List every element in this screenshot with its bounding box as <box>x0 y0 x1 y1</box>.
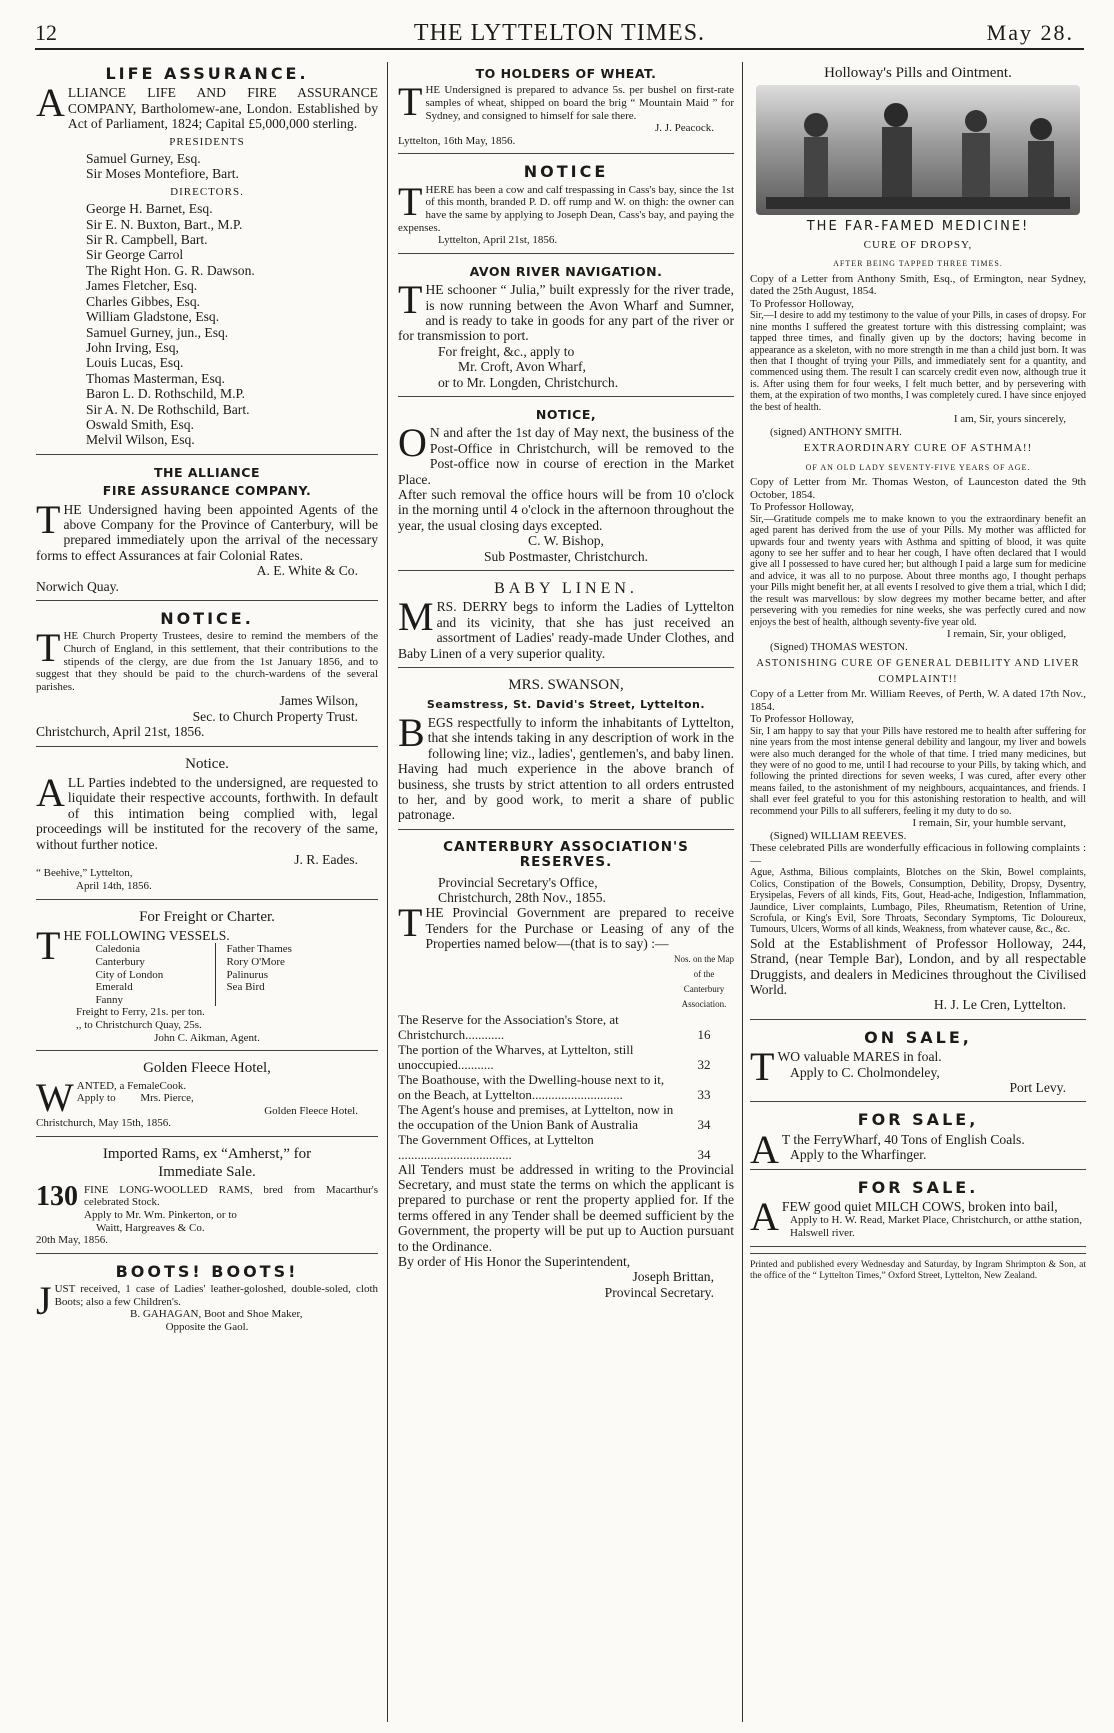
ad-body: 130 FINE LONG-WOOLLED RAMS, bred from Macarthur's celebrated Stock. <box>36 1180 378 1212</box>
drop-cap: T <box>398 900 423 946</box>
ad-church-notice <box>36 607 378 747</box>
presidents-list <box>36 151 378 182</box>
drop-cap: T <box>398 178 423 224</box>
list-item: Fanny <box>95 993 123 1006</box>
ad-body: WANTED, a FemaleCook. <box>36 1074 187 1120</box>
ad-subheading: Seamstress, St. David's Street, Lyttelton. <box>426 697 706 711</box>
list-item: Sir George Carrol <box>86 247 184 263</box>
date: Lyttelton, April 21st, 1856. <box>438 234 558 247</box>
ad-heading: BABY LINEN. <box>494 580 638 598</box>
date: 20th May, 1856. <box>36 1234 109 1247</box>
list-item: Sea Bird <box>226 981 265 994</box>
signature: A. E. White & Co. <box>256 563 358 579</box>
ad-baby-linen <box>398 577 734 668</box>
list-item: Rory O'More <box>226 956 285 969</box>
newspaper-title: THE LYTTELTON TIMES. <box>413 20 706 46</box>
drop-cap: T <box>36 496 61 542</box>
ad-body: TWO valuable MARES in foal. <box>750 1044 942 1090</box>
ad-heading: AVON RIVER NAVIGATION. <box>469 263 663 279</box>
list-item: Louis Lucas, Esq. <box>86 355 184 371</box>
letter-closing: I remain, Sir, your humble servant, <box>912 816 1066 829</box>
ad-golden-fleece <box>36 1057 378 1137</box>
ad-freight <box>36 906 378 1052</box>
holloway-engraving-image <box>756 85 1080 215</box>
section-heading: CURE OF DROPSY, <box>863 238 973 251</box>
ad-holloway <box>750 62 1086 1020</box>
drop-cap: T <box>398 277 423 323</box>
complaints-list: Ague, Asthma, Bilious complaints, Blotches on the Skin, Bowel complaints, Colics, Constipation of the Bowels, Consumption, Debility, Dropsy, Dysentry, Erysipelas, Fevers of all kinds, Fits, Gout, Head-ache, Indigestion, Inflammation, Jaundice, Liver complaints, Lumbago, Piles, Rheumatism, Retention of Urine, Scrofula, or King's Evil, Sore Throats, Secondary Symptoms, Tic Doloureux, Tumours, Ulcers, Worms of all kinds, Weakness, from whatever cause, &c., &c. <box>750 867 1086 936</box>
complaints-intro: These celebrated Pills are wonderfully efficacious in following complaints :— <box>750 842 1086 867</box>
letter-intro: Copy of Letter from Mr. Thomas Weston, of Launceston dated the 9th October, 1854. <box>750 476 1086 501</box>
section-subheading: OF AN OLD LADY SEVENTY-FIVE YEARS OF AGE. <box>805 462 1031 472</box>
signature: James Wilson, <box>279 693 358 709</box>
list-item: Palinurus <box>226 968 268 981</box>
masthead <box>35 20 1084 46</box>
letter-signature: (Signed) THOMAS WESTON. <box>770 640 908 653</box>
apply-line: Waitt, Hargreaves & Co. <box>96 1221 205 1234</box>
ad-body: A T the FerryWharf, 40 Tons of English Coals. <box>750 1126 1025 1172</box>
reserves-table <box>398 952 734 1162</box>
drop-cap: J <box>36 1278 52 1324</box>
column-divider <box>387 62 388 1722</box>
date: April 14th, 1856. <box>76 880 152 893</box>
ad-heading: Holloway's Pills and Ointment. <box>824 65 1012 81</box>
drop-cap: B <box>398 709 425 755</box>
ad-body: ALLIANCE LIFE AND FIRE ASSURANCE COMPANY, Bartholomew-ane, London. Established by Act of Parliament, 1824; Capital £5,000,000 sterling. <box>36 80 378 132</box>
section-heading: EXTRAORDINARY CURE OF ASTHMA!! <box>803 442 1033 455</box>
letter-signature: (signed) ANTHONY SMITH. <box>770 425 902 438</box>
ad-heading: For Freight or Charter. <box>139 908 275 925</box>
ad-heading: MRS. SWANSON, <box>508 677 624 694</box>
letter-signature: (Signed) WILLIAM REEVES. <box>770 829 907 842</box>
directors-heading: DIRECTORS. <box>170 185 244 198</box>
list-item: Samuel Gurney, Esq. <box>86 151 201 167</box>
sold-at: Sold at the Establishment of Professor Holloway, 244, Strand, (near Temple Bar), London, and by all respectable Druggists, and dealers in Medicines throughout the Civilised World. <box>750 935 1086 997</box>
table-cell: 34 <box>697 1146 711 1162</box>
table-row <box>398 1102 734 1132</box>
drop-cap: T <box>36 923 61 969</box>
drop-cap: A <box>36 770 65 815</box>
place: Golden Fleece Hotel. <box>264 1104 358 1117</box>
list-item: Caledonia <box>95 943 141 956</box>
drop-cap: A <box>750 1194 779 1240</box>
list-item: John Irving, Esq, <box>86 339 179 355</box>
date: Christchurch, May 15th, 1856. <box>36 1117 172 1130</box>
list-item: Oswald Smith, Esq. <box>86 416 194 432</box>
masthead-rule <box>35 48 1084 50</box>
ad-alliance-fire <box>36 461 378 601</box>
place: Norwich Quay. <box>36 578 119 594</box>
letter-intro: Copy of a Letter from Anthony Smith, Esq., of Ermington, near Sydney, dated the 25th August, 1854. <box>750 272 1086 298</box>
ad-life-assurance <box>36 62 378 455</box>
ad-heading: Notice. <box>185 755 229 772</box>
ad-mares <box>750 1026 1086 1103</box>
apply-line: Apply to Mr. Wm. Pinkerton, or to <box>84 1208 237 1221</box>
table-cell: 32 <box>697 1056 711 1072</box>
signature: C. W. Bishop, <box>528 533 604 549</box>
list-item: Sir E. N. Buxton, Bart., M.P. <box>86 216 243 232</box>
ad-heading: Immediate Sale. <box>158 1164 256 1181</box>
drop-cap: T <box>750 1044 775 1090</box>
drop-cap: O <box>398 420 427 466</box>
signature-address: Opposite the Gaol. <box>165 1320 249 1333</box>
ad-heading: TO HOLDERS OF WHEAT. <box>475 66 657 81</box>
place: Port Levy. <box>1009 1080 1066 1095</box>
list-item: James Fletcher, Esq. <box>86 278 198 294</box>
engraving-figures-icon <box>756 85 1080 215</box>
ad-heading: NOTICE <box>523 162 609 182</box>
signature: H. J. Le Cren, Lyttelton. <box>933 997 1066 1013</box>
ad-trespass-notice <box>398 160 734 253</box>
ad-eades-notice <box>36 753 378 900</box>
ad-wheat <box>398 62 734 154</box>
letter-closing: I remain, Sir, your obliged, <box>946 627 1066 640</box>
ad-body: JUST received, 1 case of Ladies' leather-goloshed, double-soled, cloth Boots; also a few Children's. <box>36 1278 378 1324</box>
ad-heading: FIRE ASSURANCE COMPANY. <box>102 483 312 499</box>
ad-body: THE Church Property Trustees, desire to remind the members of the Church of England, in this settlement, that their contributions to the stipends of the clergy, are due from the 1st January 1856, and to suggest that they should be paid to the church-wardens of the several parishes. <box>36 625 378 693</box>
signature-title: Sec. to Church Property Trust. <box>192 708 358 724</box>
date: Lyttelton, 16th May, 1856. <box>398 134 516 147</box>
table-cell: The Agent's house and premises, at Lyttelton, now in the occupation of the Union Bank of Australia <box>398 1101 674 1132</box>
ad-heading: CANTERBURY ASSOCIATION'S RESERVES. <box>443 838 689 871</box>
ad-body: AFEW good quiet MILCH COWS, broken into bail, <box>750 1194 1058 1240</box>
place: “ Beehive,” Lyttelton, <box>36 867 133 880</box>
page-number: 12 <box>35 20 57 45</box>
list-item: Samuel Gurney, jun., Esq. <box>86 324 229 340</box>
column-header: Nos. on the Map of the Canterbury Association. <box>674 953 734 1009</box>
apply-line: Apply to H. W. Read, Market Place, Christchurch, or atthe station, Halswell river. <box>790 1214 1083 1240</box>
list-item: Father Thames <box>226 943 292 956</box>
apply-line: Apply to the Wharfinger. <box>790 1147 927 1163</box>
ad-coals <box>750 1108 1086 1172</box>
ad-body: THE Provincial Government are prepared to receive Tenders for the Purchase or Leasing of any of the Properties named below—(that is to say) :— <box>398 900 734 952</box>
column-1 <box>36 62 378 1346</box>
ad-body: After such removal the office hours will be from 10 o'clock in the morning until 4 o'clock in the afternoon throughout the year, the usual closing days excepted. <box>398 487 734 533</box>
ad-heading: ON SALE, <box>864 1027 972 1047</box>
rams-count: 130 <box>36 1180 78 1212</box>
signature: J. R. Eades. <box>294 852 358 868</box>
ad-body: THERE has been a cow and calf trespassing in Cass's bay, since the 1st of this month, branded P. D. off rump and W. on thigh: the owner can have the same by applying to Joseph Dean, Cass's bay, and paying the expenses. <box>398 178 734 234</box>
list-item: Emerald <box>95 981 133 994</box>
ad-rams <box>36 1143 378 1254</box>
section-subheading: AFTER BEING TAPPED THREE TIMES. <box>833 259 1003 269</box>
drop-cap: A <box>36 80 65 126</box>
ad-heading: FOR SALE. <box>857 1177 979 1197</box>
letter-body: Sir,—Gratitude compels me to make known to you the extraordinary benefit an aged parent has derived from the use of your Pills. My mother was afflicted for upwards four and twenty years with Asthma and spitting of blood, it was quite agony to see her suffer and to hear her cough, I have often declared that I would give all I possessed to have cured her; but although I paid a large sum for medicine and advice, it was all to no purpose. About three months ago, I thought perhaps your Pills might benefit her, at all events I resolved to give them a trial, which I did; the result was marvellous: by slow degrees my mother became better, and after persevering with you remedies for nine weeks, she was perfectly cured and now enjoys the best of health, although seventy-five year old. <box>750 513 1086 628</box>
table-header-row <box>398 952 734 1012</box>
apply-line: Mr. Croft, Avon Wharf, <box>458 359 586 375</box>
list-item: Melvil Wilson, Esq. <box>86 432 195 448</box>
letter-salutation: To Professor Holloway, <box>750 297 854 310</box>
signature: John C. Aikman, Agent. <box>154 1031 260 1044</box>
freight-rate: ,, to Christchurch Quay, 25s. <box>76 1019 202 1031</box>
list-item: Canterbury <box>95 956 145 969</box>
ad-heading: THE ALLIANCE <box>154 464 260 480</box>
letter-intro: Copy of a Letter from Mr. William Reeves, of Perth, W. A dated 17th Nov., 1854. <box>750 687 1086 713</box>
drop-cap: T <box>398 79 423 125</box>
letter-body: Sir, I am happy to say that your Pills have restored me to health after suffering for nine years from the most intense general debility and langour, my liver and bowels were also much deranged for the whole of that time. I tried many medicines, but they were of no good to me, until I had recourse to your Pills, by taking which, and following the printed directions for seven weeks, I was cured, after every other means failed, to the astonishment of my neighbours, acquaintances, and friends. I shall ever feel grateful to you for this astonishing restoration to health, and will recommend your Pills to all sufferers, feeling it my duty to do so. <box>750 725 1086 817</box>
table-row <box>398 1132 734 1162</box>
column-3 <box>750 62 1086 1282</box>
ad-body: BEGS respectfully to inform the inhabitants of Lyttelton, that she intends taking in any description of work in the following line; viz., ladies', gentlemen's, and baby linen. Having had much experience in the above branch of business, she trusts by strict attention to all orders entrusted to her, and by good work, to merit a share of public patronage. <box>398 709 734 823</box>
ad-swanson <box>398 674 734 830</box>
freight-rate: Freight to Ferry, 21s. per ton. <box>76 1006 205 1019</box>
list-item: George H. Barnet, Esq. <box>86 201 213 217</box>
ad-heading: BOOTS! BOOTS! <box>115 1261 299 1281</box>
list-item: Thomas Masterman, Esq. <box>86 370 225 386</box>
ad-subheading: THE FAR-FAMED MEDICINE! <box>806 219 1030 235</box>
signature-title: Sub Postmaster, Christchurch. <box>483 548 649 564</box>
ad-body: THE Undersigned is prepared to advance 5s. per bushel on first-rate samples of wheat, shipped on board the brig “ Mountain Maid ” for Sydney, and consigned to himself for sale there. <box>398 79 734 125</box>
table-row <box>398 1072 734 1102</box>
ad-heading: FOR SALE, <box>857 1110 979 1130</box>
list-item: Charles Gibbes, Esq. <box>86 293 201 309</box>
printer-imprint: Printed and published every Wednesday and Saturday, by Ingram Shrimpton & Son, at the office of the “ Lyttelton Times,” Oxford Street, Lyttelton, New Zealand. <box>750 1253 1086 1282</box>
signature-title: Provincal Secretary. <box>604 1284 714 1300</box>
ad-avon-river <box>398 260 734 397</box>
drop-cap: M <box>398 594 434 640</box>
table-row <box>398 1012 734 1042</box>
table-cell: 34 <box>697 1116 711 1132</box>
table-cell: The Boathouse, with the Dwelling-house next to it, on the Beach, at Lyttelton............................ <box>398 1071 665 1102</box>
presidents-heading: PRESIDENTS <box>169 135 245 148</box>
ad-heading: Golden Fleece Hotel, <box>143 1060 271 1077</box>
ad-body: By order of His Honor the Superintendent, <box>398 1254 631 1270</box>
apply-line: Apply to Mrs. Pierce, <box>76 1092 194 1105</box>
ad-body: MRS. DERRY begs to inform the Ladies of Lyttelton and its vicinity, that she has just received an assortment of Ladies' ready-made Under Clothes, and Baby Linen of a very superior quality. <box>398 594 734 661</box>
date: Christchurch, 28th Nov., 1855. <box>438 889 606 905</box>
signature: B. GAHAGAN, Boot and Shoe Maker, <box>130 1308 303 1321</box>
table-cell: The Government Offices, at Lyttelton ................................... <box>398 1131 594 1162</box>
directors-list <box>36 201 378 448</box>
signature: J. J. Peacock. <box>655 122 714 135</box>
apply-line: For freight, &c., apply to <box>438 343 575 359</box>
ad-heading: NOTICE, <box>535 407 597 422</box>
table-cell: 33 <box>697 1086 711 1102</box>
letter-body: Sir,—I desire to add my testimony to the value of your Pills, in cases of dropsy. For nine months I suffered the greatest torture with this distressing complaint; was tapped three times, and finally given up by the doctors; having become in appearance as a skeleton, with no more strength in me than a child just born. It was then that I thought of trying your Pills, and immediately sent for a quantity, and commenced using them. The result I can scarcely credit even now, although true it is. After using them for four weeks, I felt much better, and by persevering with them, at the expiration of two months, I was completely cured. I have since enjoyed the best of health. <box>750 310 1086 413</box>
apply-line: Apply to C. Cholmondeley, <box>790 1064 940 1080</box>
list-item: Baron L. D. Rothschild, M.P. <box>86 386 245 402</box>
list-item: The Right Hon. G. R. Dawson. <box>86 262 255 278</box>
table-cell: The portion of the Wharves, at Lyttelton, still unoccupied........... <box>398 1041 634 1072</box>
list-item: Sir Moses Montefiore, Bart. <box>86 166 239 182</box>
ad-heading: NOTICE. <box>160 609 254 628</box>
ad-boots <box>36 1260 378 1340</box>
signature: Joseph Brittan, <box>632 1269 714 1285</box>
date: Christchurch, April 21st, 1856. <box>36 724 205 740</box>
table-row <box>398 1042 734 1072</box>
office: Provincial Secretary's Office, <box>438 874 598 890</box>
ad-heading: Imported Rams, ex “Amherst,” for <box>102 1145 312 1162</box>
ad-body: O N and after the 1st day of May next, the business of the Post-Office in Christchurch, will be removed to the Post-office now in course of erection in the Market Place. <box>398 420 734 487</box>
issue-date: May 28. <box>986 20 1074 45</box>
ad-body: All Tenders must be addressed in writing to the Provincial Secretary, and must state the terms on which the applicant is prepared to purchase or rent the property applied for. If the terms offered in any Tender shall be deemed sufficient by the Government, the property will be put up to Auction pursuant to the Ordinance. <box>398 1161 734 1254</box>
column-2 <box>398 62 734 1312</box>
drop-cap: W <box>36 1074 74 1120</box>
ad-cows <box>750 1176 1086 1247</box>
table-cell: 16 <box>697 1026 711 1042</box>
drop-cap: A <box>750 1126 779 1172</box>
letter-salutation: To Professor Holloway, <box>750 713 854 726</box>
list-item: Sir R. Campbell, Bart. <box>86 232 208 248</box>
letter-salutation: To Professor Holloway, <box>750 501 854 514</box>
ad-body: THE schooner “ Julia,” built expressly for the river trade, is now running between the Avon Wharf and Sumner, and is ready to take in goods for any part of the river or for transmission to port. <box>398 277 734 344</box>
column-divider <box>742 62 743 1722</box>
apply-line: or to Mr. Longden, Christchurch. <box>438 374 619 390</box>
vessel-list <box>63 943 378 1006</box>
ad-body: THE FOLLOWING VESSELS. <box>36 923 230 969</box>
ad-body: THE Undersigned having been appointed Agents of the above Company for the Province of Canterbury, will be prepared immediately upon the arrival of the necessary forms to effect Assurances at fair Colonial Rates. <box>36 496 378 563</box>
ad-canterbury-reserves <box>398 836 734 1307</box>
list-item: Sir A. N. De Rothschild, Bart. <box>86 401 250 417</box>
ad-post-office <box>398 403 734 571</box>
drop-cap: T <box>36 625 61 671</box>
list-item: City of London <box>95 968 164 981</box>
table-cell: The Reserve for the Association's Store, at Christchurch............ <box>398 1011 619 1042</box>
ad-heading: LIFE ASSURANCE. <box>105 64 309 83</box>
section-heading: ASTONISHING CURE OF GENERAL DEBILITY AND LIVER COMPLAINT!! <box>756 658 1080 685</box>
letter-closing: I am, Sir, yours sincerely, <box>953 413 1066 426</box>
ad-body: ALL Parties indebted to the undersigned, are requested to liquidate their respective accounts, forthwith. In default of this intimation being complied with, legal proceedings will be instituted for the recovery of the same, without further notice. <box>36 770 378 852</box>
list-item: William Gladstone, Esq. <box>86 309 220 325</box>
